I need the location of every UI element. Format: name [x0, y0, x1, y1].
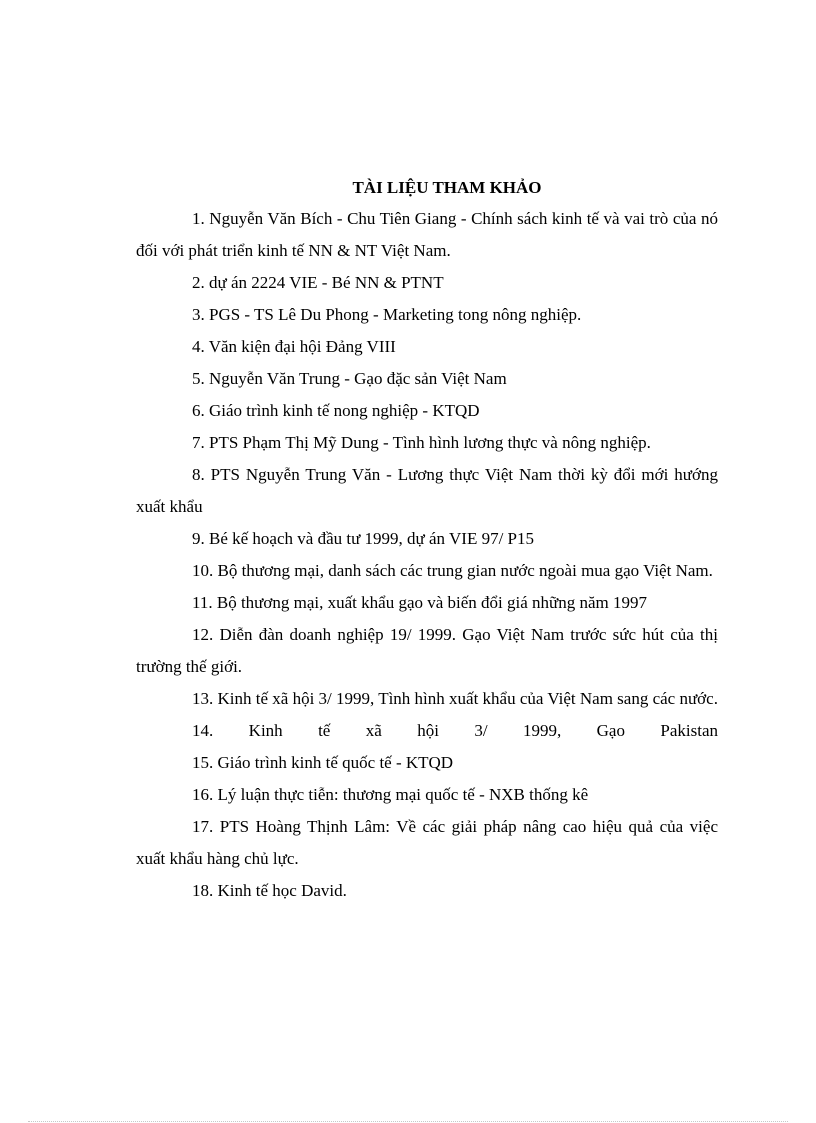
reference-item-13: 13. Kinh tế xã hội 3/ 1999, Tình hình xuất khẩu của Việt Nam sang các nước. [192, 689, 718, 708]
reference-item-8: 8. PTS Nguyễn Trung Văn - Lương thực Việt Nam thời kỳ đổi mới hướng xuất khẩu [136, 465, 718, 516]
reference-item-14: 14. Kinh tế xã hội 3/ 1999, Gạo Pakistan [192, 721, 718, 740]
page-bottom-divider [28, 1121, 788, 1122]
reference-item-10: 10. Bộ thương mại, danh sách các trung gian nước ngoài mua gạo Việt Nam. [192, 561, 713, 580]
reference-item-12: 12. Diễn đàn doanh nghiệp 19/ 1999. Gạo Việt Nam trước sức hút của thị trường thế giới. [136, 625, 718, 676]
reference-item-5: 5. Nguyễn Văn Trung - Gạo đặc sản Việt Nam [192, 369, 507, 388]
reference-item-11: 11. Bộ thương mại, xuất khẩu gạo và biến đổi giá những năm 1997 [192, 593, 648, 612]
reference-item-3: 3. PGS - TS Lê Du Phong - Marketing tong nông nghiệp. [192, 305, 582, 324]
reference-item-6: 6. Giáo trình kinh tế nong nghiệp - KTQD [192, 401, 480, 420]
reference-item-9: 9. Bé kế hoạch và đầu tư 1999, dự án VIE 97/ P15 [192, 529, 535, 548]
page-title: TÀI LIỆU THAM KHẢO [352, 178, 542, 197]
reference-item-15: 15. Giáo trình kinh tế quốc tế - KTQD [192, 753, 454, 772]
reference-item-17: 17. PTS Hoàng Thịnh Lâm: Về các giải pháp nâng cao hiệu quả của việc xuất khẩu hàng chủ lực. [136, 817, 718, 868]
document-page [136, 172, 718, 907]
reference-item-7: 7. PTS Phạm Thị Mỹ Dung - Tình hình lương thực và nông nghiệp. [192, 433, 651, 452]
reference-item-4: 4. Văn kiện đại hội Đảng VIII [192, 337, 396, 356]
reference-item-18: 18. Kinh tế học David. [192, 881, 347, 900]
reference-item-1: 1. Nguyễn Văn Bích - Chu Tiên Giang - Chính sách kinh tế và vai trò của nó đối với phát triển kinh tế NN & NT Việt Nam. [136, 209, 718, 260]
reference-item-16: 16. Lý luận thực tiễn: thương mại quốc tế - NXB thống kê [192, 785, 589, 804]
reference-item-2: 2. dự án 2224 VIE - Bé NN & PTNT [192, 273, 444, 292]
